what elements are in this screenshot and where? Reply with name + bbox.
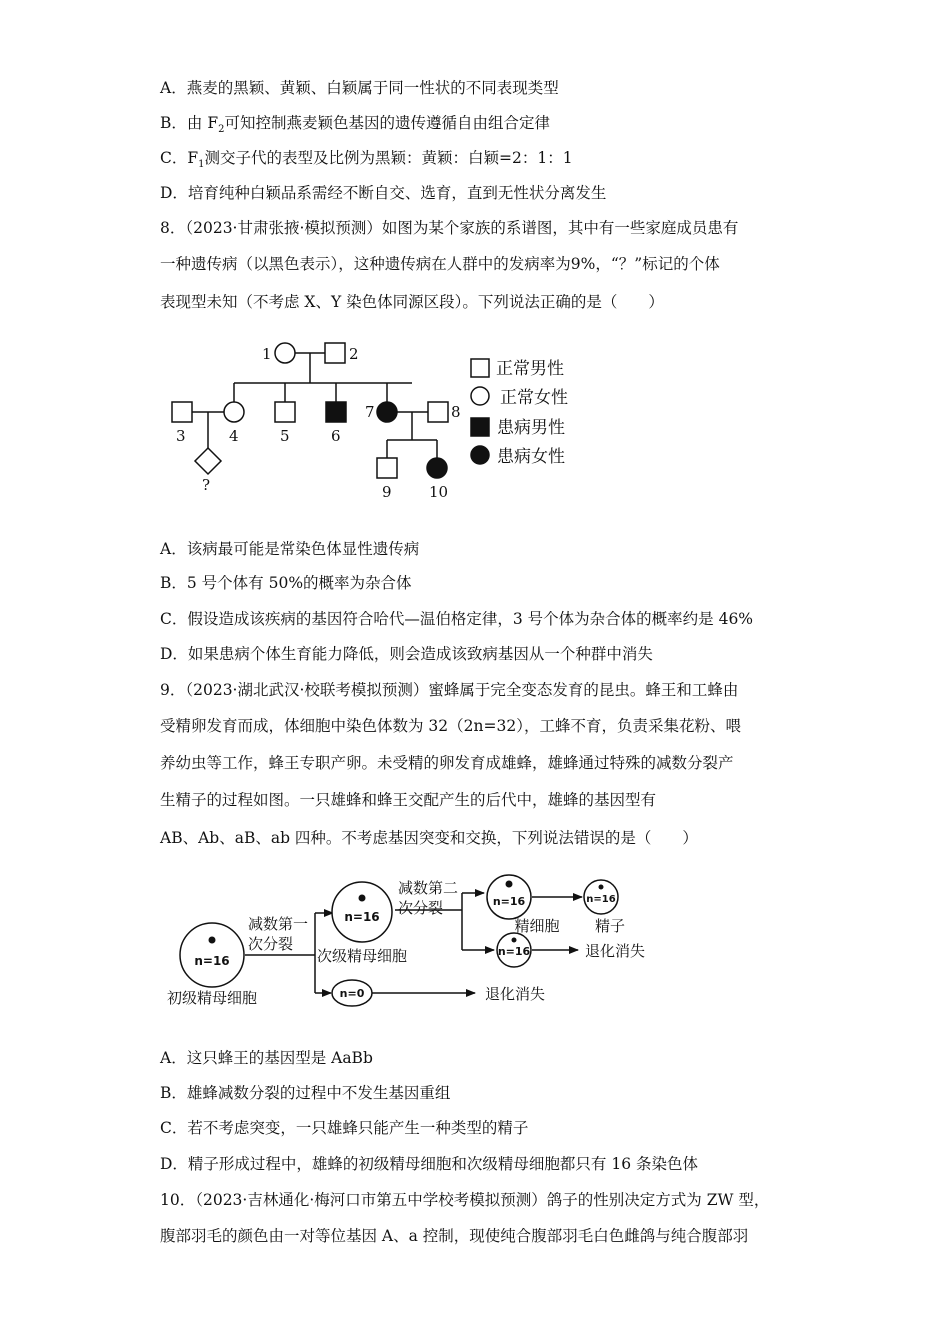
meiosis2-line2: 次分裂	[398, 899, 444, 917]
label-7: 7	[365, 403, 375, 421]
q9-option-b: B．雄蜂减数分裂的过程中不发生基因重组	[160, 1084, 451, 1102]
q8-stem-line-1: 8．（2023·甘肃张掖·模拟预测）如图为某个家族的系谱图，其中有一些家庭成员患有	[160, 219, 739, 237]
q9-option-d: D．精子形成过程中，雄蜂的初级精母细胞和次级精母细胞都只有 16 条染色体	[160, 1155, 699, 1173]
individual-8-normal-male	[428, 402, 448, 422]
sperm-label: 精子	[594, 917, 626, 935]
pedigree-chart	[160, 330, 610, 505]
individual-5-normal-male	[275, 402, 295, 422]
q8-option-c: C．假设造成该疾病的基因符合哈代—温伯格定律，3 号个体为杂合体的概率约是 46%	[160, 610, 754, 628]
q7-option-b: B．由 $F_2$可知控制燕麦颖色基因的遗传遵循自由组合定律	[160, 114, 550, 136]
q8-option-b: B．5 号个体有 50%的概率为杂合体	[160, 574, 412, 592]
q10-stem-line-2: 腹部羽毛的颜色由一对等位基因 A、a 控制，现使纯合腹部羽毛白色雌鸽与纯合腹部羽	[160, 1227, 749, 1245]
secondary-label: 次级精母细胞	[316, 947, 408, 965]
individual-2-normal-male	[325, 343, 345, 363]
q10-stem-line-1: 10．（2023·吉林通化·梅河口市第五中学校考模拟预测）鸽子的性别决定方式为 ZW 型，	[160, 1191, 770, 1209]
label-6: 6	[331, 427, 341, 445]
primary-n: n=16	[194, 954, 230, 968]
degenerate-label-a: 退化消失	[485, 985, 546, 1003]
q9-stem-line-1: 9．（2023·湖北武汉·校联考模拟预测）蜜蜂属于完全变态发育的昆虫。蜂王和工蜂由	[160, 681, 739, 699]
chromosome-dot-icon	[599, 885, 604, 890]
label-10: 10	[429, 483, 449, 501]
q9-stem-line-3: 养幼虫等工作，蜂王专职产卵。未受精的卵发育成雄蜂，雄蜂通过特殊的减数分裂产	[160, 754, 734, 772]
legend-normal-male-icon	[471, 359, 489, 377]
meiosis1-line2: 次分裂	[248, 935, 294, 953]
q7-option-d: D．培育纯种白颖品系需经不断自交、选育，直到无性状分离发生	[160, 184, 607, 202]
q9-option-c: C．若不考虑突变，一只雄蜂只能产生一种类型的精子	[160, 1119, 529, 1137]
q9-stem-line-2: 受精卵发育而成，体细胞中染色体数为 32（2n=32），工蜂不育，负责采集花粉、喂	[160, 717, 741, 735]
sperm-n: n=16	[586, 894, 616, 905]
bee-meiosis-diagram	[160, 868, 660, 1013]
individual-3-normal-male	[172, 402, 192, 422]
legend-normal-male: 正常男性	[496, 359, 564, 379]
legend-normal-female: 正常女性	[500, 388, 568, 408]
q9-stem-line-4: 生精子的过程如图。一只雄蜂和蜂王交配产生的后代中，雄蜂的基因型有	[160, 791, 657, 809]
meiosis1-line1: 减数第一	[248, 915, 309, 933]
label-unknown: ?	[202, 476, 211, 494]
primary-label: 初级精母细胞	[166, 989, 258, 1007]
secondary-n: n=16	[344, 910, 380, 924]
degenerate-label-b: 退化消失	[585, 942, 646, 960]
q7-option-c: C．$F_1$测交子代的表型及比例为黑颖：黄颖：白颖=2：1：1	[160, 149, 573, 171]
legend-affected-male: 患病男性	[497, 418, 565, 438]
q9-stem-line-5: AB、Ab、aB、ab 四种。不考虑基因突变和交换，下列说法错误的是（ ）	[160, 829, 698, 847]
label-9: 9	[382, 483, 392, 501]
label-4: 4	[229, 427, 239, 445]
q9-option-a: A．这只蜂王的基因型是 AaBb	[160, 1049, 373, 1067]
legend-affected-female-icon	[471, 446, 489, 464]
meiosis2-line1: 减数第二	[398, 879, 459, 897]
individual-6-affected-male	[326, 402, 346, 422]
legend-affected-female: 患病女性	[497, 447, 565, 467]
individual-7-affected-female	[377, 402, 397, 422]
chromosome-dot-icon	[209, 937, 216, 944]
q8-stem-line-3: 表现型未知（不考虑 X、Y 染色体同源区段）。下列说法正确的是（ ）	[160, 293, 664, 311]
spermatid-n: n=16	[492, 895, 526, 908]
q8-option-a: A．该病最可能是常染色体显性遗传病	[160, 540, 420, 558]
chromosome-dot-icon	[506, 881, 513, 888]
label-3: 3	[176, 427, 186, 445]
individual-9-normal-male	[377, 458, 397, 478]
label-2: 2	[349, 345, 359, 363]
individual-1-normal-female	[275, 343, 295, 363]
q7-option-a: A．燕麦的黑颖、黄颖、白颖属于同一性状的不同表现类型	[160, 79, 559, 97]
individual-10-affected-female	[427, 458, 447, 478]
label-5: 5	[280, 427, 290, 445]
spermatid-label: 精细胞	[514, 917, 560, 935]
legend-normal-female-icon	[471, 387, 489, 405]
zero-n: n=0	[339, 987, 365, 1000]
q8-option-d: D．如果患病个体生育能力降低，则会造成该致病基因从一个种群中消失	[160, 645, 653, 663]
q8-stem-line-2: 一种遗传病（以黑色表示），这种遗传病在人群中的发病率为9%，“？”标记的个体	[160, 255, 720, 273]
chromosome-dot-icon	[359, 895, 366, 902]
individual-unknown-diamond	[195, 448, 221, 474]
small-cell-n: n=16	[497, 945, 531, 958]
chromosome-dot-icon	[512, 938, 517, 943]
individual-4-normal-female	[224, 402, 244, 422]
legend-affected-male-icon	[471, 418, 489, 436]
label-8: 8	[451, 403, 461, 421]
label-1: 1	[262, 345, 272, 363]
